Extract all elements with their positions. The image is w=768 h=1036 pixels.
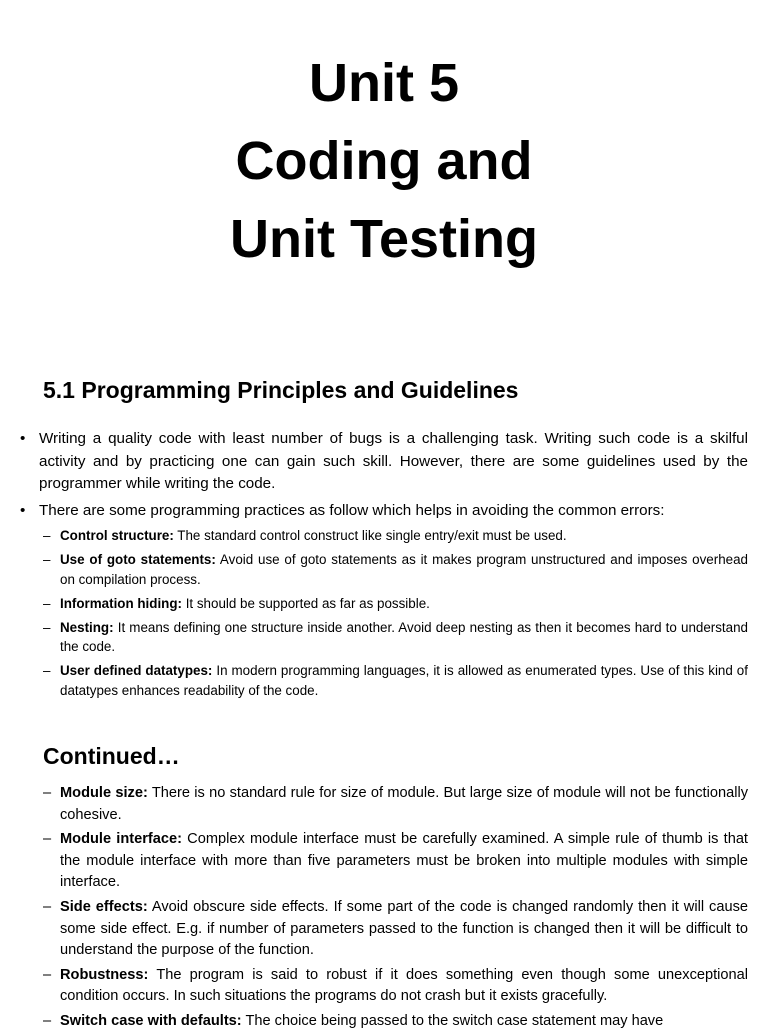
sub-item-text: The standard control construct like single entry/exit must be used. [173,528,567,543]
sub-item-term: User defined datatypes: [60,663,213,678]
sub-item-term: Nesting: [60,619,114,635]
dash-icon: – [43,1012,52,1029]
bullet-icon: • [20,501,26,519]
title-line-3: Unit Testing [230,209,538,269]
bullet-text: There are some programming practices as follow which helps in avoiding the common errors: [39,501,665,519]
cont-item-switch-case [43,1011,748,1033]
sub-item-information-hiding [20,594,748,614]
dash-icon: – [43,966,52,983]
sub-item-term: Use of goto statements: [60,552,216,567]
bullet-item-practices [20,500,748,523]
sub-item-term: Information hiding: [60,595,182,611]
section-heading: 5.1 Programming Principles and Guidelines [43,377,519,403]
sub-item-user-datatypes [20,661,748,700]
document-title [0,44,768,278]
sublist-wrapper [20,526,748,700]
cont-item-term: Robustness: [60,966,149,983]
dash-icon: – [43,552,51,567]
cont-item-text: Complex module interface must be carefully examined. A simple rule of thumb is that the module interface with more than five parameters must be broken into multiple modules with simple interface. [60,831,748,891]
cont-item-side-effects [43,897,748,962]
cont-item-text: The program is said to robust if it does something even though some unexceptional condition occurs. In such situations the programs do not crash but it exists gracefully. [60,966,748,1005]
dash-icon: – [43,898,52,915]
dash-icon: – [43,831,52,848]
cont-item-robustness [43,965,748,1008]
cont-item-term: Module size: [60,785,148,801]
bullet-item-quality-code [20,428,748,496]
bullet-text: Writing a quality code with least number of bugs is a challenging task. Writing such code is a skilful activity and by practicing one can gain such skill. However, there are some guidelines used by the programmer while writing the code. [39,430,748,492]
dash-icon: – [43,595,51,611]
practices-sublist [20,526,748,700]
cont-item-module-interface [43,829,748,894]
dash-icon: – [43,619,51,635]
continued-list [43,783,748,1036]
dash-icon: – [43,528,51,543]
cont-item-module-size [43,783,748,826]
title-line-1: Unit 5 [308,53,459,113]
sub-item-text: In modern programming languages, it is allowed as enumerated types. Use of this kind of datatypes enhances readability of the code. [60,663,748,698]
bullet-icon: • [20,430,26,447]
bullet-list [20,428,748,705]
sub-item-goto [20,550,748,589]
sub-item-nesting [20,618,748,657]
sub-item-control-structure [20,526,748,546]
cont-item-term: Side effects: [60,898,148,915]
dash-icon: – [43,785,52,801]
cont-item-text: Avoid obscure side effects. If some part of the code is changed randomly then it will cause some side effect. E.g. if number of parameters passed to the function is changed then it will be difficult to understand the purpose of the function. [60,898,748,959]
cont-item-text: There is no standard rule for size of module. But large size of module will not be functionally cohesive. [60,785,748,823]
dash-icon: – [43,663,51,678]
cont-item-term: Switch case with defaults: [60,1012,242,1029]
sub-item-text: It means defining one structure inside another. Avoid deep nesting as then it becomes hard to understand the code. [60,619,748,654]
title-line-2: Coding and [235,131,533,191]
continued-heading: Continued… [43,743,180,769]
sub-item-text: Avoid use of goto statements as it makes program unstructured and imposes overhead on compilation process. [60,552,748,587]
sub-item-term: Control structure: [60,528,174,543]
sub-item-text: It should be supported as far as possible. [181,595,430,611]
cont-item-text: The choice being passed to the switch case statement may have [241,1012,664,1029]
cont-item-term: Module interface: [60,831,182,848]
